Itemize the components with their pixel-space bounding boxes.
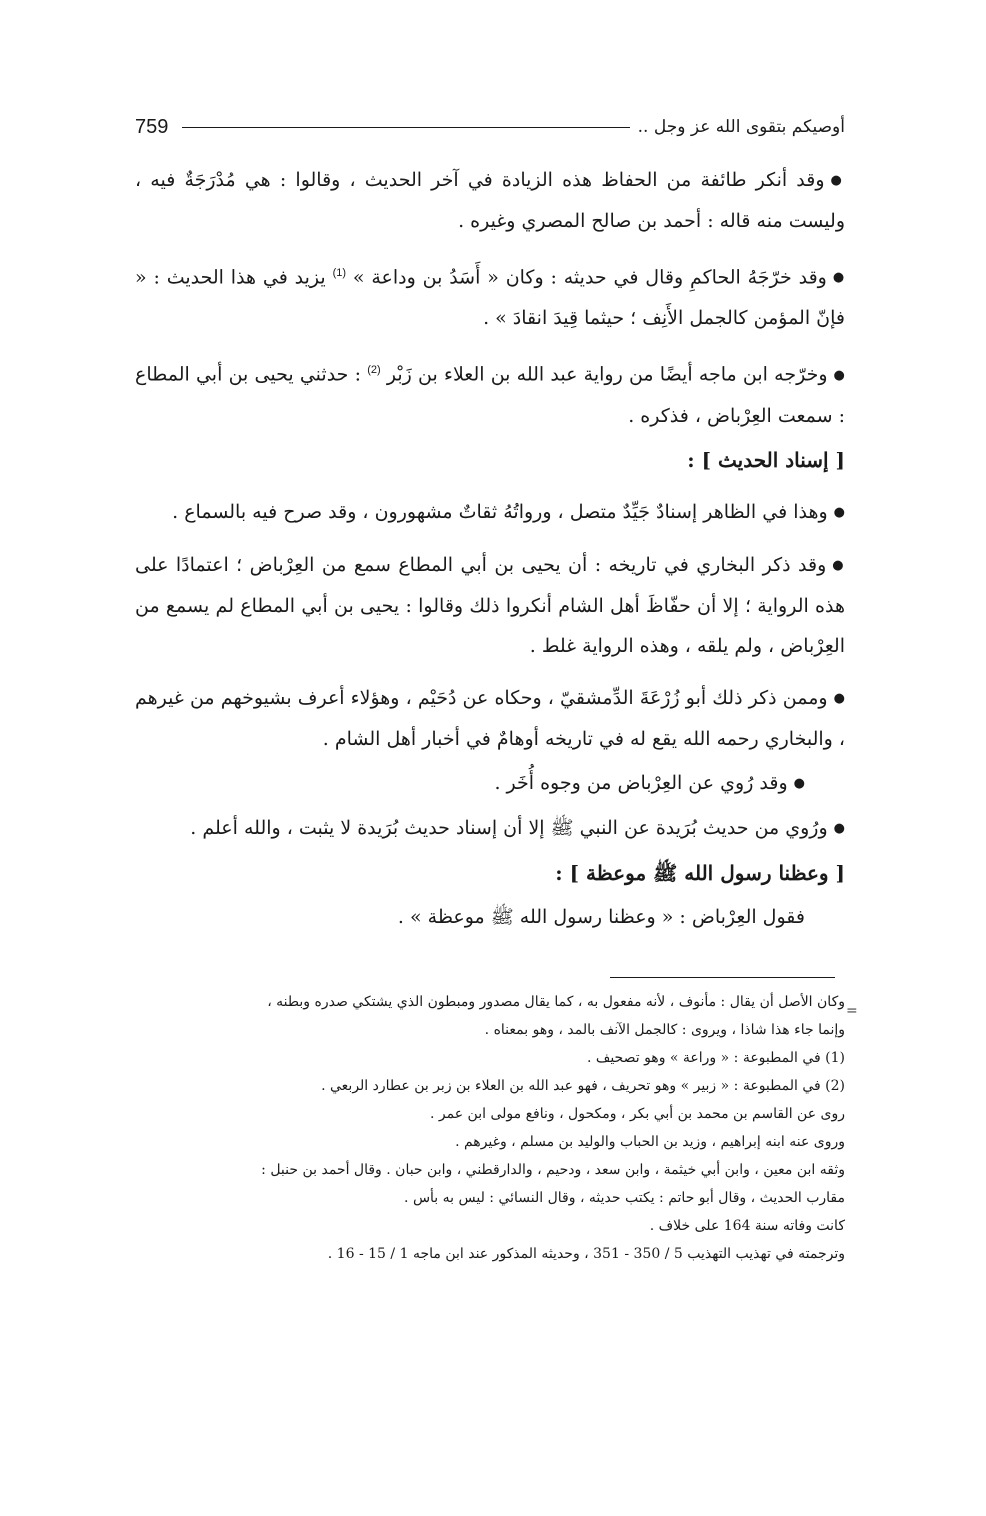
footnote-line: مقارب الحديث ، وقال أبو حاتم : يكتب حديثه ، وقال النسائي : ليس به بأس . xyxy=(404,1190,845,1206)
main-text xyxy=(135,160,845,949)
footnotes xyxy=(135,990,845,1270)
bullet-icon: ● xyxy=(793,775,805,791)
bullet-icon: ● xyxy=(833,690,846,706)
footnote-line: وثقه ابن معين ، وابن أبي خيثمة ، وابن سعد ، ودحيم ، والدارقطني ، وابن حبان . وقال أحمد بن حنبل : xyxy=(261,1162,845,1178)
paragraph-4: ●وهذا في الظاهر إسنادٌ جَيِّدٌ متصل ، ورواتُهُ ثقاتٌ مشهورون ، وقد صرح فيه بالسماع . xyxy=(172,500,845,523)
paragraph-9: فقول العِرْباض : « وعظنا رسول الله ﷺ موعظة » . xyxy=(397,905,805,928)
continuation-mark: = xyxy=(846,1003,858,1019)
section-heading-isnad: [ إسناد الحديث ] : xyxy=(687,447,845,472)
footnote-line: وكان الأصل أن يقال : مأنوف ، لأنه مفعول به ، كما يقال مصدور ومبطون الذي يشتكي صدره وبطنه ، xyxy=(267,994,845,1010)
running-title: أوصيكم بتقوى الله عز وجل .. xyxy=(637,117,845,137)
footnote-line: وإنما جاء هذا شاذا ، ويروى : كالجمل الآنف بالمد ، وهو بمعناه . xyxy=(484,1022,845,1038)
footnote-line: وروى عنه ابنه إبراهيم ، وزيد بن الحباب والوليد بن مسلم ، وغيرهم . xyxy=(455,1134,845,1150)
paragraph-6: ●وممن ذكر ذلك أبو زُرْعَةَ الدِّمشقيّ ، وحكاه عن دُحَيْم ، وهؤلاء أعرف بشيوخهم من غيرهم ، والبخاري رحمه الله يقع له في تاريخه أوهامٌ في أخبار أهل الشام . xyxy=(135,686,846,750)
bullet-icon: ● xyxy=(833,367,846,383)
running-header xyxy=(135,112,845,142)
footnote-ref-2: (2) xyxy=(367,364,381,377)
footnote-1: (1) في المطبوعة : « وراعة » وهو تصحيف . xyxy=(586,1050,845,1066)
header-rule xyxy=(182,127,629,128)
bullet-icon: ● xyxy=(832,557,845,573)
footnote-2: (2) في المطبوعة : « زبير » وهو تحريف ، فهو عبد الله بن العلاء بن زبر بن عطارد الربعي . xyxy=(321,1078,845,1094)
footnote-line: وترجمته في تهذيب التهذيب 5 / 350 - 351 ، وحديثه المذكور عند ابن ماجه 1 / 15 - 16 . xyxy=(327,1246,845,1262)
footnote-ref-1: (1) xyxy=(332,267,347,279)
paragraph-2: ●وقد خرّجَهُ الحاكمِ وقال في حديثه : وكان « أَسَدُ بن وداعة » $^{(1)}$ يزيد في هذا الحديث : « فإنّ المؤمن كالجمل الأَنِف ؛ حيثما قِيدَ انقادَ » . xyxy=(135,266,846,330)
paragraph-5: ●وقد ذكر البخاري في تاريخه : أن يحيى بن أبي المطاع سمع من العِرْباض ؛ اعتمادًا على هذه الرواية ؛ إلا أن حفّاظَ أهل الشام أنكروا ذلك وقالوا : يحيى بن أبي المطاع لم يسمع من العِرْباض ، ولم يلقه ، وهذه الرواية غلط . xyxy=(135,553,845,657)
paragraph-7: ●وقد رُوي عن العِرْباض من وجوه أُخَر . xyxy=(494,771,805,794)
bullet-icon: ● xyxy=(833,820,845,836)
section-heading-maw-iza: [ وعظنا رسول الله ﷺ موعظة ] : xyxy=(555,860,845,885)
footnote-separator xyxy=(610,977,835,978)
paragraph-3: ●وخرّجه ابن ماجه أيضًا من رواية عبد الله بن العلاء بن زَبْر $^{(2)}$ : حدثني يحيى بن أبي المطاع : سمعت العِرْباض ، فذكره . xyxy=(135,363,846,427)
paragraph-8: ●ورُوي من حديث بُرَيدة عن النبي ﷺ إلا أن إسناد حديث بُرَيدة لا يثبت ، والله أعلم . xyxy=(190,816,845,839)
bullet-icon: ● xyxy=(832,270,846,286)
footnote-line: كانت وفاته سنة 164 على خلاف . xyxy=(649,1218,845,1234)
paragraph-1: ●وقد أنكر طائفة من الحفاظ هذه الزيادة في آخر الحديث ، وقالوا : هي مُدْرَجَةٌ فيه ، وليست منه قاله : أحمد بن صالح المصري وغيره . xyxy=(135,169,846,232)
bullet-icon: ● xyxy=(833,504,845,520)
footnote-line: روى عن القاسم بن محمد بن أبي بكر ، ومكحول ، ونافع مولى ابن عمر . xyxy=(430,1106,845,1122)
page-number: 759 xyxy=(135,115,169,138)
bullet-icon: ● xyxy=(830,173,846,188)
